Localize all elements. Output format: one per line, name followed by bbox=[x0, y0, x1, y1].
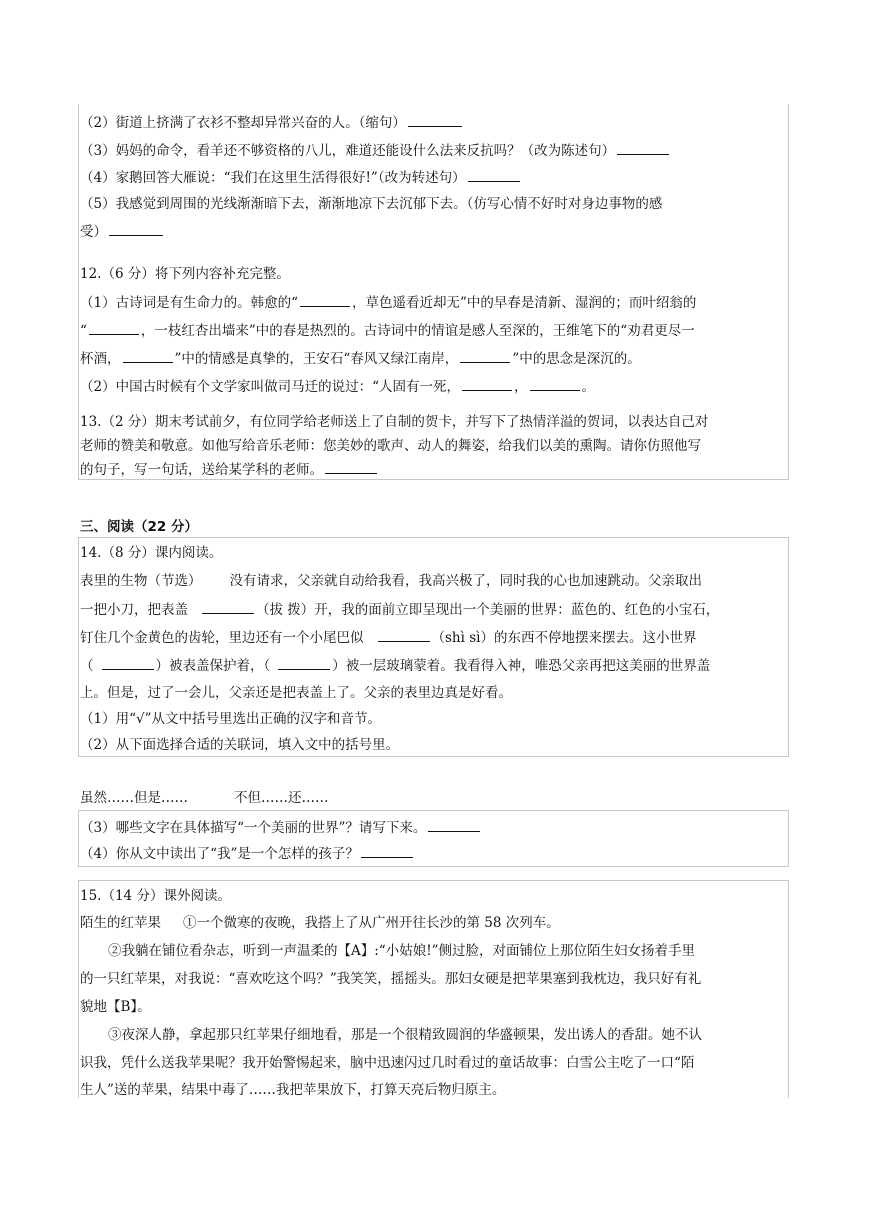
q15-passage-line-6: 识我，凭什么送我苹果呢？我开始警惕起来，脑中迅速闪过几时看过的童话故事：白雪公主吃了一口“陌 bbox=[80, 1055, 695, 1071]
q13-line-1: 13.（2 分）期末考试前夕，有位同学给老师送上了自制的贺卡，并写下了热情洋溢的贺词，以表达自己对 bbox=[80, 414, 709, 430]
passage-text: （拔 拨）开，我的面前立即呈现出一个美丽的世界：蓝色的、红色的小宝石， bbox=[256, 602, 720, 618]
q15-passage-line-1 bbox=[80, 913, 560, 933]
q12-text: （2）中国古时候有个文学家叫做司马迁的说过：“人固有一死， bbox=[80, 379, 460, 395]
q11-item-5-text: （5）我感觉到周围的光线渐渐暗下去，渐渐地凉下去沉郁下去。（仿写心情不好时对身边事物的感 bbox=[80, 196, 663, 212]
q15-passage-line-4: 貌地【B】。 bbox=[80, 999, 151, 1015]
q14-sub-2: （2）从下面选择合适的关联词，填入文中的括号里。 bbox=[80, 737, 400, 753]
answer-blank[interactable] bbox=[428, 817, 480, 832]
q12-text: “ bbox=[80, 323, 87, 339]
q12-text: ，一枝红杏出墙来”中的春是热烈的。古诗词中的情谊是感人至深的，王维笔下的“劝君更尽一 bbox=[140, 323, 695, 339]
q13-line-3 bbox=[80, 459, 379, 480]
passage-text: （shì sì）的东西不停地摆来摆去。这小世界 bbox=[431, 630, 697, 646]
q14-sub-1: （1）用“√”从文中括号里选出正确的汉字和音节。 bbox=[80, 711, 381, 727]
answer-blank[interactable] bbox=[462, 376, 512, 391]
q11-item-4 bbox=[80, 167, 522, 188]
q15-passage-line-3: 的一只红苹果，对我说：“喜欢吃这个吗？”我笑笑，摇摇头。那妇女硬是把苹果塞到我枕边，我只好有礼 bbox=[80, 971, 702, 987]
q14-passage-line-1 bbox=[80, 571, 702, 591]
q11-item-3 bbox=[80, 140, 671, 161]
q12-text: ， bbox=[514, 379, 528, 395]
passage-text: 钉住几个金黄色的齿轮，里边还有一个小尾巴似 bbox=[80, 630, 364, 646]
q12-line-1 bbox=[80, 292, 696, 313]
q11-item-3-text: （3）妈妈的命令，看羊还不够资格的八儿，难道还能设什么法来反抗吗？（改为陈述句） bbox=[80, 143, 616, 159]
passage-title: 表里的生物（节选） bbox=[80, 573, 202, 589]
answer-blank[interactable] bbox=[123, 348, 173, 363]
q12-title: 12.（6 分）将下列内容补充完整。 bbox=[80, 266, 290, 282]
q11-item-2-text: （2）街道上挤满了衣衫不整却异常兴奋的人。（缩句） bbox=[80, 115, 406, 131]
section-title: 三、阅读（22 分） bbox=[80, 519, 198, 535]
q14-sub-3 bbox=[80, 817, 482, 838]
q12-text: ”中的思念是深沉的。 bbox=[512, 351, 641, 367]
passage-title: 陌生的红苹果 bbox=[80, 915, 161, 931]
answer-blank[interactable] bbox=[102, 655, 154, 670]
q11-item-5-text-cont: 受） bbox=[80, 224, 107, 240]
q11-item-4-text: （4）家鹅回答大雁说：“我们在这里生活得很好!”（改为转述句） bbox=[80, 170, 466, 186]
q11-item-2 bbox=[80, 112, 464, 133]
passage-text: ）被一层玻璃蒙着。我看得入神，唯恐父亲再把这美丽的世界盖 bbox=[332, 658, 711, 674]
q15-passage-line-7: 生人”送的苹果，结果中毒了……我把苹果放下，打算天亮后物归原主。 bbox=[80, 1082, 506, 1098]
q12-line-3 bbox=[80, 348, 641, 369]
answer-blank[interactable] bbox=[109, 221, 163, 236]
q14-options bbox=[80, 788, 329, 808]
passage-text: 没有请求，父亲就自动给我看，我高兴极了，同时我的心也加速跳动。父亲取出 bbox=[229, 573, 702, 589]
q12-text: 。 bbox=[581, 379, 595, 395]
answer-blank[interactable] bbox=[530, 376, 580, 391]
q14-sub-4-text: （4）你从文中读出了“我”是一个怎样的孩子？ bbox=[80, 846, 359, 862]
conjunction-option: 不但……还…… bbox=[234, 790, 329, 806]
q14-passage-line-4 bbox=[80, 655, 710, 676]
answer-blank[interactable] bbox=[278, 655, 330, 670]
q14-passage-line-5: 上。但是，过了一会儿，父亲还是把表盖上了。父亲的表里边真是好看。 bbox=[80, 685, 512, 701]
q12-text: 杯酒， bbox=[80, 351, 121, 367]
passage-text: ①一个微寒的夜晚，我搭上了从广州开往长沙的第 58 次列车。 bbox=[183, 915, 560, 931]
q15-title: 15.（14 分）课外阅读。 bbox=[80, 888, 231, 904]
q13-text: 的句子，写一句话，送给某学科的老师。 bbox=[80, 462, 323, 478]
answer-blank[interactable] bbox=[468, 167, 520, 182]
answer-blank[interactable] bbox=[617, 140, 669, 155]
q11-item-5 bbox=[80, 194, 662, 214]
q14-sub-3-text: （3）哪些文字在具体描写“一个美丽的世界”？请写下来。 bbox=[80, 820, 427, 836]
answer-blank[interactable] bbox=[89, 320, 139, 335]
q14-passage-line-2 bbox=[80, 599, 719, 620]
answer-blank[interactable] bbox=[460, 348, 510, 363]
answer-blank[interactable] bbox=[378, 627, 430, 642]
passage-text: ）被表盖保护着，（ bbox=[155, 658, 271, 674]
q14-title: 14.（8 分）课内阅读。 bbox=[80, 545, 223, 561]
q15-passage-line-5: ③夜深人静，拿起那只红苹果仔细地看，那是一个很精致圆润的华盛顿果，发出诱人的香甜。她不认 bbox=[108, 1027, 702, 1043]
q14-sub-4 bbox=[80, 843, 415, 864]
q14-passage-line-3 bbox=[80, 627, 696, 648]
answer-blank[interactable] bbox=[202, 599, 254, 614]
answer-blank[interactable] bbox=[361, 843, 413, 858]
answer-blank[interactable] bbox=[300, 292, 350, 307]
passage-text: （ bbox=[80, 658, 94, 674]
q12-text: ，草色遥看近却无”中的早春是清新、湿润的；而叶绍翁的 bbox=[352, 295, 697, 311]
answer-blank[interactable] bbox=[325, 459, 377, 474]
answer-blank[interactable] bbox=[408, 112, 462, 127]
q12-text: ”中的情感是真挚的，王安石“春风又绿江南岸， bbox=[174, 351, 459, 367]
conjunction-option: 虽然……但是…… bbox=[80, 790, 188, 806]
q13-line-2: 老师的赞美和敬意。如他写给音乐老师：您美妙的歌声、动人的舞姿，给我们以美的熏陶。请你仿照他写 bbox=[80, 438, 701, 454]
q12-line-4 bbox=[80, 376, 595, 397]
q15-passage-line-2: ②我躺在铺位看杂志，听到一声温柔的【A】:“小姑娘!”侧过脸，对面铺位上那位陌生妇女扬着手里 bbox=[108, 943, 696, 959]
q12-line-2 bbox=[80, 320, 695, 341]
q12-text: （1）古诗词是有生命力的。韩愈的“ bbox=[80, 295, 298, 311]
q11-item-5-cont bbox=[80, 221, 165, 242]
passage-text: 一把小刀，把表盖 bbox=[80, 602, 188, 618]
